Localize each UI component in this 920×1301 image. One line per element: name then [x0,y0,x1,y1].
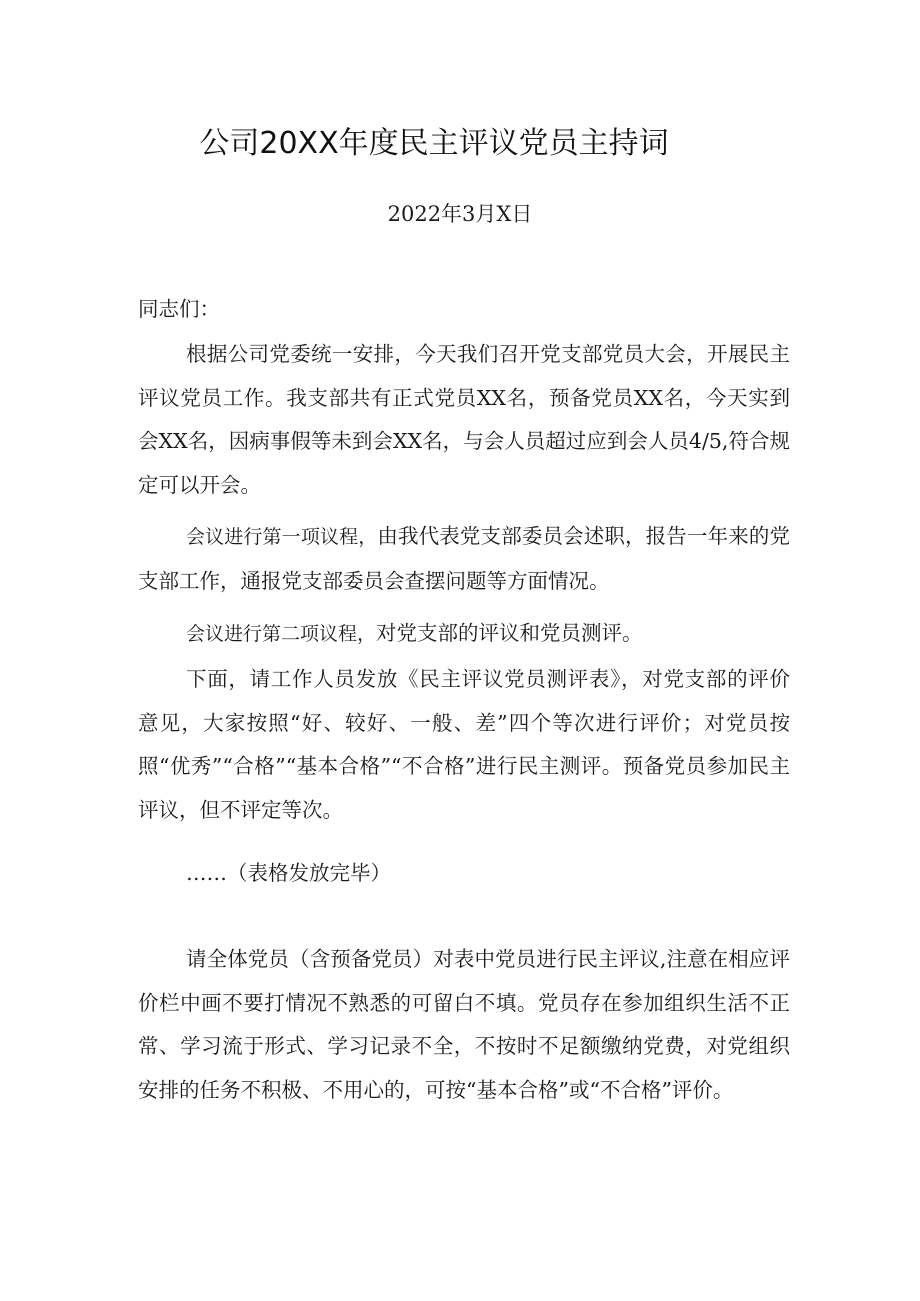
agenda-two-lead: 会议进行第二项议程， [186,623,377,645]
paragraph-evaluation-guidance: 请全体党员（含预备党员）对表中党员进行民主评议,注意在相应评价栏中画不要打情况不熟悉的可留白不填。党员存在参加组织生活不正常、学习流于形式、学习记录不全，不按时不足额缴纳党费，对党组织安排的任务不积极、不用心的，可按“基本合格”或“不合格”评价。 [138,947,790,1102]
paragraph-form-distribution: ……（表格发放完毕） [186,861,391,885]
paragraph-agenda-one [138,515,790,603]
paragraph-agenda-two [138,612,790,657]
agenda-one-lead: 会议进行第一项议程， [186,526,378,548]
document-title: 公司20XX年度民主评议党员主持词 [199,126,669,161]
agenda-one-text: 由我代表党支部委员会述职，报告一年来的党支部工作，通报党支部委员会查摆问题等方面情况。 [138,524,790,593]
paragraph-evaluation-instructions: 下面，请工作人员发放《民主评议党员测评表》，对党支部的评价意见，大家按照“好、较好、一般、差”四个等次进行评价；对党员按照“优秀”“合格”“基本合格”“不合格”进行民主测评。预备党员参加民主评议，但不评定等次。 [138,667,790,822]
document-date: 2022年3月X日 [387,202,533,226]
agenda-two-text: 对党支部的评议和党员测评。 [376,621,643,645]
greeting: 同志们： [138,297,220,321]
paragraph-opening: 根据公司党委统一安排，今天我们召开党支部党员大会，开展民主评议党员工作。我支部共有正式党员XX名，预备党员XX名，今天实到会XX名，因病事假等未到会XX名，与会人员超过应到会人员4/5,符合规定可以开会。 [138,342,790,497]
